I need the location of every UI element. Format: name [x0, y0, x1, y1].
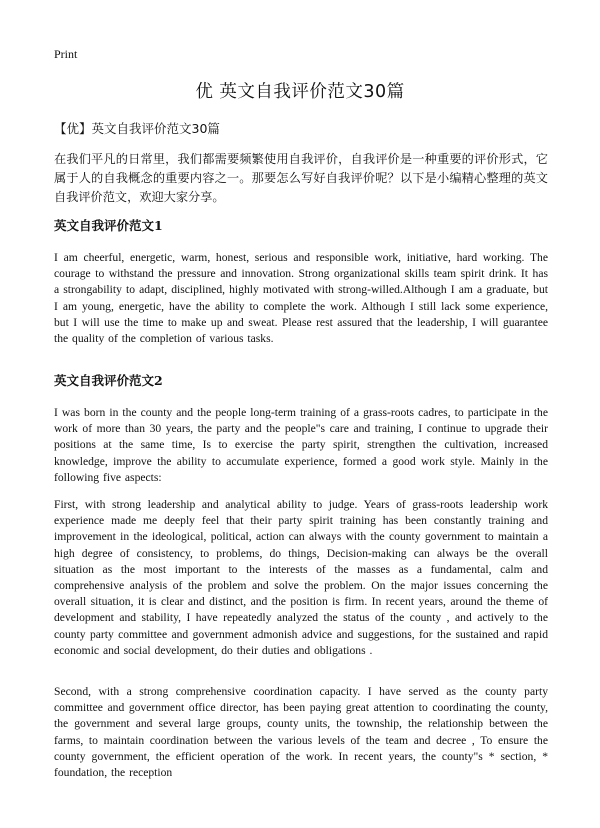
section-2-paragraph-1: I was born in the county and the people long-term training of a grass-roots cadres, to participate in the work of more than 30 years, the party and the people"s care and training, I continue to upgrade their positions at the same time, Is to exercise the party spirit, strengthen the cultivation, increased knowledge, improve the ability to accumulate experience, formed a good work style. Mainly in the following five aspects: — [54, 406, 548, 484]
section-1-paragraph-1: I am cheerful, energetic, warm, honest, serious and responsible work, initiative, hard working. The courage to withstand the pressure and innovation. Strong organizational skills team spirit drink. It has a strongability to adapt, disciplined, highly motivated with strong-willed.Although I am a graduate, but I am young, energetic, have the ability to complete the work. Although I still lack some experience, but I will use the time to make up and sweat. Please rest assured that the leadership, I will guarantee the quality of the completion of various tasks. — [54, 251, 548, 346]
section-2-paragraph-2: First, with strong leadership and analytical ability to judge. Years of grass-roots leadership work experience made me deeply feel that their party spirit training has been constantly training and improvement in the ideological, political, action can always with the county government to maintain a high degree of consistency, to problems, do things, Decision-making can always be the overall situation as the most important to the interests of the masses as a fundamental, calm and comprehensive analysis of the problem and solve the problem. On the major issues concerning the overall situation, it is clear and distinct, and the position is firm. In recent years, around the theme of development and stability, I have repeatedly analyzed the status of the county , and actively to the county party committee and government admonish advice and suggestions, for the sustained and rapid economic and social development, do their duties and obligations . — [54, 498, 548, 657]
document-title: 优 英文自我评价范文30篇 — [195, 82, 405, 102]
section-2-paragraph-3: Second, with a strong comprehensive coordination capacity. I have served as the county party committee and government office director, has been paying great attention to coordinating the county, the government and several large groups, county units, the township, the relationship between the farms, to maintain coordination between the various levels of the team and decree , To ensure the county government, the efficient operation of the work. In recent years, the county"s * section, * foundation, the reception — [54, 685, 548, 780]
print-label: Print — [54, 47, 78, 61]
section-heading-2: 英文自我评价范文2 — [54, 373, 163, 388]
document-subtitle: 【优】英文自我评价范文30篇 — [54, 121, 220, 136]
intro-paragraph: 在我们平凡的日常里，我们都需要频繁使用自我评价，自我评价是一种重要的评价形式，它属于人的自我概念的重要内容之一。那要怎么写好自我评价呢？以下是小编精心整理的英文自我评价范文，欢迎大家分享。 — [54, 152, 548, 204]
section-heading-1: 英文自我评价范文1 — [54, 218, 163, 233]
